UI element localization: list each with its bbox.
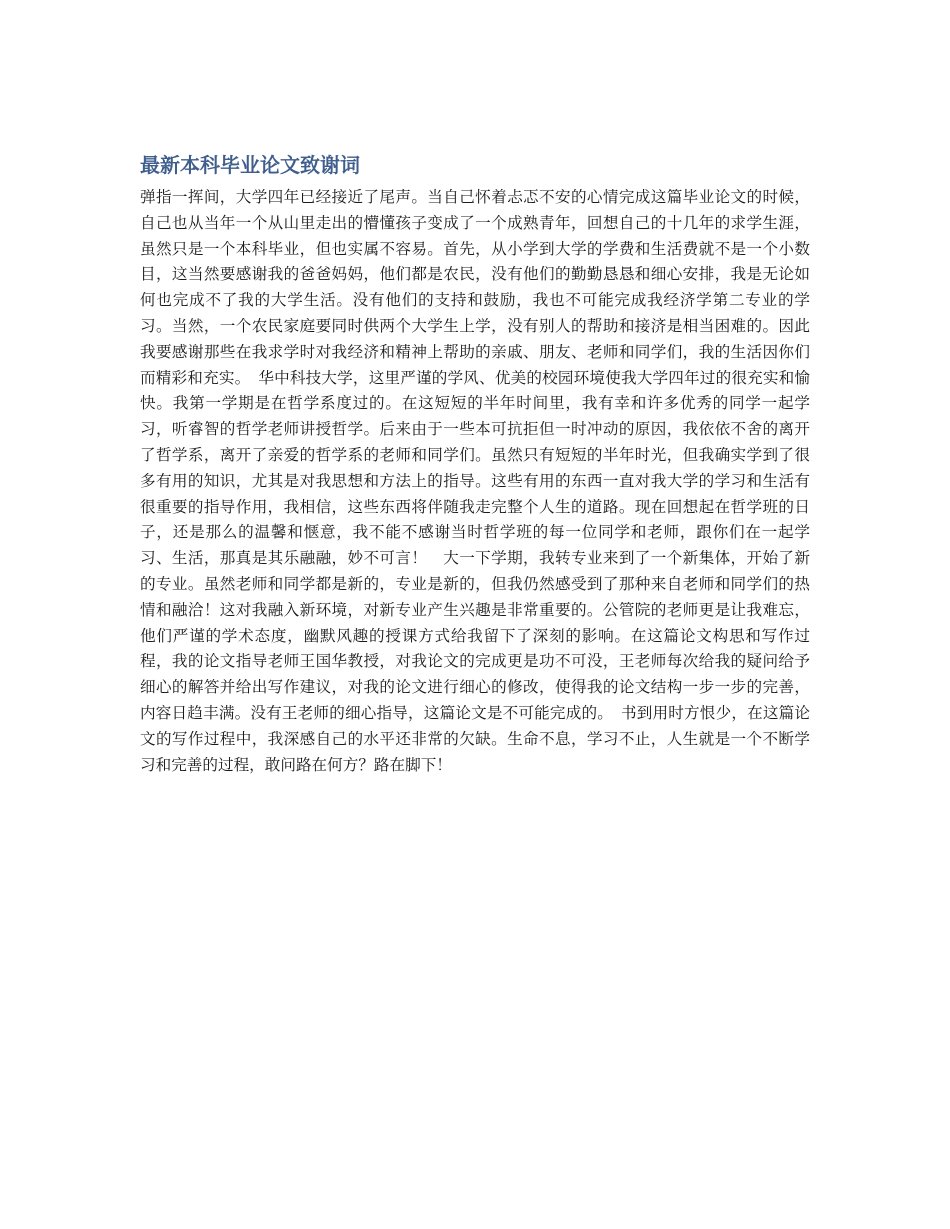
document-content bbox=[140, 150, 810, 778]
document-title: 最新本科毕业论文致谢词 bbox=[140, 153, 360, 177]
document-body: 弹指一挥间，大学四年已经接近了尾声。当自己怀着忐忑不安的心情完成这篇毕业论文的时候，自己也从当年一个从山里走出的懵懂孩子变成了一个成熟青年，回想自己的十几年的求学生涯，虽然只是一个本科毕业，但也实属不容易。首先，从小学到大学的学费和生活费就不是一个小数目，这当然要感谢我的爸爸妈妈，他们都是农民，没有他们的勤勤恳恳和细心安排，我是无论如何也完成不了我的大学生活。没有他们的支持和鼓励，我也不可能完成我经济学第二专业的学习。当然，一个农民家庭要同时供两个大学生上学，没有别人的帮助和接济是相当困难的。因此我要感谢那些在我求学时对我经济和精神上帮助的亲戚、朋友、老师和同学们，我的生活因你们而精彩和充实。 华中科技大学，这里严谨的学风、优美的校园环境使我大学四年过的很充实和愉快。我第一学期是在哲学系度过的。在这短短的半年时间里，我有幸和许多优秀的同学一起学习，听睿智的哲学老师讲授哲学。后来由于一些本可抗拒但一时冲动的原因，我依依不舍的离开了哲学系，离开了亲爱的哲学系的老师和同学们。虽然只有短短的半年时光，但我确实学到了很多有用的知识，尤其是对我思想和方法上的指导。这些有用的东西一直对我大学的学习和生活有很重要的指导作用，我相信，这些东西将伴随我走完整个人生的道路。现在回想起在哲学班的日子，还是那么的温馨和惬意，我不能不感谢当时哲学班的每一位同学和老师，跟你们在一起学习、生活，那真是其乐融融，妙不可言！ 大一下学期，我转专业来到了一个新集体，开始了新的专业。虽然老师和同学都是新的，专业是新的，但我仍然感受到了那种来自老师和同学们的热情和融洽！这对我融入新环境，对新专业产生兴趣是非常重要的。公管院的老师更是让我难忘，他们严谨的学术态度，幽默风趣的授课方式给我留下了深刻的影响。在这篇论文构思和写作过程，我的论文指导老师王国华教授，对我论文的完成更是功不可没，王老师每次给我的疑问给予细心的解答并给出写作建议，对我的论文进行细心的修改，使得我的论文结构一步一步的完善，内容日趋丰满。没有王老师的细心指导，这篇论文是不可能完成的。 书到用时方恨少，在这篇论文的写作过程中，我深感自己的水平还非常的欠缺。生命不息，学习不止，人生就是一个不断学习和完善的过程，敢问路在何方？路在脚下！ bbox=[140, 188, 810, 774]
